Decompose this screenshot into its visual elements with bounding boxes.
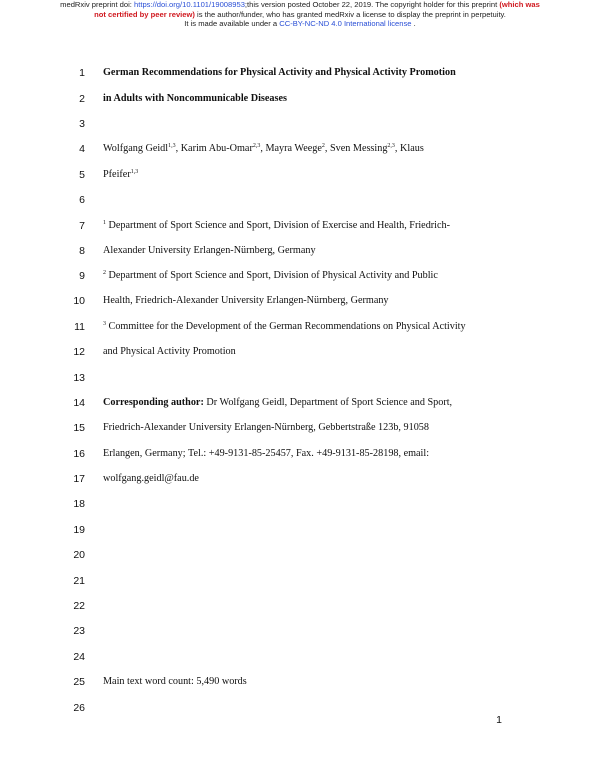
affiliation-1-line-1: $^1$ Department of Sport Science and Sport, Division of Exercise and Health, Friedrich- — [103, 220, 451, 231]
line-number: 6 — [79, 194, 85, 206]
header-line-2: not certified by peer review) is the author/funder, who has granted medRxiv a license to display the preprint in perpetuity. — [94, 9, 506, 19]
license-link[interactable]: CC-BY-NC-ND 4.0 International license — [279, 19, 412, 29]
word-count: Main text word count: 5,490 words — [103, 676, 247, 687]
line-number: 5 — [79, 169, 85, 181]
line-4 — [0, 141, 600, 157]
affiliation-2-line-2: Health, Friedrich-Alexander University Erlangen-Nürnberg, Germany — [103, 295, 389, 306]
line-number: 24 — [73, 651, 85, 663]
line-number: 25 — [73, 676, 85, 688]
line-number: 18 — [73, 498, 85, 510]
line-number: 20 — [73, 549, 85, 561]
preprint-header — [0, 0, 600, 29]
line-12 — [0, 344, 600, 360]
line-number: 23 — [73, 625, 85, 637]
line-10 — [0, 293, 600, 309]
line-16 — [0, 446, 600, 462]
line-number: 19 — [73, 524, 85, 536]
affiliation-2-line-1: $^2$ Department of Sport Science and Sport, Division of Physical Activity and Public — [103, 270, 438, 281]
line-17 — [0, 471, 600, 487]
line-number: 21 — [73, 575, 85, 587]
line-number: 16 — [73, 448, 85, 460]
line-25 — [0, 674, 600, 690]
line-number: 26 — [73, 702, 85, 714]
line-number: 2 — [79, 93, 85, 105]
affiliation-3-line-2: and Physical Activity Promotion — [103, 346, 236, 357]
authors-line-2: Pfeifer$^{1,3}$ — [103, 169, 139, 180]
line-11 — [0, 319, 600, 335]
line-number: 13 — [73, 372, 85, 384]
line-15 — [0, 420, 600, 436]
line-19 — [0, 522, 600, 538]
line-number: 3 — [79, 118, 85, 130]
corresponding-email[interactable]: wolfgang.geidl@fau.de — [103, 473, 199, 484]
line-number: 1 — [79, 67, 85, 79]
line-24 — [0, 649, 600, 665]
line-number: 10 — [73, 295, 85, 307]
line-21 — [0, 573, 600, 589]
line-20 — [0, 547, 600, 563]
title-line-2: in Adults with Noncommunicable Diseases — [103, 93, 287, 104]
line-7 — [0, 218, 600, 234]
line-22 — [0, 598, 600, 614]
line-8 — [0, 243, 600, 259]
line-number: 11 — [74, 321, 85, 333]
authors-line-1: Wolfgang Geidl$^{1,3}$, Karim Abu-Omar$^{2,3}$, Mayra Weege$^2$, Sven Messing$^{2,3}$, Klaus — [103, 143, 424, 154]
line-number: 14 — [73, 397, 85, 409]
line-number: 7 — [79, 220, 85, 232]
corresponding-author-line-1: Corresponding author: Dr Wolfgang Geidl, Department of Sport Science and Sport, — [103, 397, 453, 408]
line-6 — [0, 192, 600, 208]
affiliation-3-line-1: $^3$ Committee for the Development of the German Recommendations on Physical Activity — [103, 321, 466, 332]
corresponding-author-line-2: Friedrich-Alexander University Erlangen-Nürnberg, Gebbertstraße 123b, 91058 — [103, 422, 429, 433]
page-number: 1 — [496, 714, 502, 726]
line-1 — [0, 65, 600, 81]
line-number: 17 — [73, 473, 85, 485]
header-line-3: It is made available under a CC-BY-NC-ND 4.0 International license . — [184, 19, 416, 29]
title-line-1: German Recommendations for Physical Activity and Physical Activity Promotion — [103, 67, 456, 78]
line-5 — [0, 167, 600, 183]
line-18 — [0, 496, 600, 512]
doi-link[interactable]: https://doi.org/10.1101/19008953 — [134, 0, 245, 9]
line-number: 12 — [73, 346, 85, 358]
line-13 — [0, 370, 600, 386]
line-number: 22 — [73, 600, 85, 612]
corresponding-author-line-3: Erlangen, Germany; Tel.: +49-9131-85-25457, Fax. +49-9131-85-28198, email: — [103, 448, 430, 459]
line-number: 15 — [73, 422, 85, 434]
line-number: 8 — [79, 245, 85, 257]
line-9 — [0, 268, 600, 284]
line-number: 4 — [79, 143, 85, 155]
line-number: 9 — [79, 270, 85, 282]
line-23 — [0, 623, 600, 639]
line-2 — [0, 91, 600, 107]
header-line-1: medRxiv preprint doi: https://doi.org/10.1101/19008953;this version posted October 22, 2019. The copyright holder for this preprint (which was — [60, 0, 540, 9]
line-26 — [0, 700, 600, 716]
line-14 — [0, 395, 600, 411]
line-3 — [0, 116, 600, 132]
affiliation-1-line-2: Alexander University Erlangen-Nürnberg, Germany — [103, 245, 316, 256]
